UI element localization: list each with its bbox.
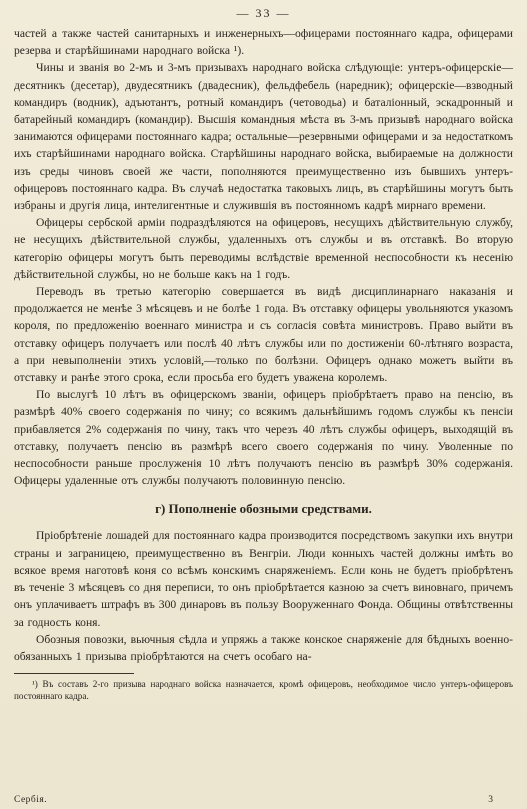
footer-signature: Сербія.: [14, 795, 48, 805]
footer-sheet-number: 3: [488, 795, 493, 805]
paragraph-4: Переводъ въ третью категорію совершается въ видѣ дисциплинарнаго наказанія и продолжается не менѣе 3 мѣсяцевъ и не болѣе 1 года. Въ отставку офицеры увольняются указомъ короля, по предложенію военнаго министра и съ согласія совѣта министровъ. Право выйти въ отставку офицеръ получаетъ или послѣ 40 лѣтъ службы или по достиженіи 60-лѣтняго возраста, а при невыполненіи этихъ условій,—только по болѣзни. Офицеръ однако можетъ выйти въ отставку и ранѣе этого срока, если просьба его будетъ уважена королемъ.: [14, 285, 513, 385]
paragraph-2: Чины и званія во 2-мъ и 3-мъ призывахъ народнаго войска слѣдующіе: унтеръ-офицерскіе—десятникъ (десетар), двудесятникъ (двадесник), фельдфебель (наредник); офицерскіе—взводный командиръ (водник), адъютантъ, ротный командиръ (четоводьа) и баталіонный, эскадронный и батарейный командиръ (командир). Высшія командныя мѣста въ 3-мъ призывѣ народнаго войска занимаются офицерами постояннаго кадра; остальные—резервными офицерами и за недостаткомъ ихъ старѣйшинами народнаго войска. Старѣйшины народнаго войска, выбираемые на должности изъ среды чиновъ своей же части, пополняются преимущественно изъ бывшихъ унтеръ-офицеровъ постояннаго кадра. Въ случаѣ недостатка таковыхъ лицъ, въ старѣйшины могутъ быть избраны и другія лица, интелигентные и служившія въ постоянномъ кадрѣ мирнаго времени.: [14, 61, 513, 213]
footnote-divider: [14, 673, 134, 674]
paragraph-6: Пріобрѣтеніе лошадей для постояннаго кадра производится посредствомъ закупки ихъ внутри страны и заграницею, преимущественно въ Венгріи. Люди конныхъ частей должны имѣть во всякое время наготовѣ коня со всѣмъ конскимъ снаряженіемъ. Если конь не будетъ пріобрѣтенъ въ теченіе 3 мѣсяцевъ со дня переписи, то онъ пріобрѣтается казною за счетъ виновнаго, причемъ онъ уплачиваетъ штрафъ въ 300 динаровъ въ пользу Вооруженнаго Фонда. Общины отвѣтственны за годность коня.: [14, 529, 513, 629]
page-footer: [14, 795, 513, 805]
section-heading: г) Пополненіе обозными средствами.: [155, 501, 372, 517]
body-text-section: [14, 527, 513, 665]
page-number: — 33 —: [236, 6, 291, 20]
paragraph-1: частей а также частей санитарныхъ и инженерныхъ—офицерами постояннаго кадра, офицерами резерва и старѣйшинами народнаго войска ¹).: [14, 27, 513, 58]
footnote: ¹) Въ составъ 2-го призыва народнаго войска назначается, кромѣ офицеровъ, необходимое число унтеръ-офицеровъ постояннаго кадра.: [14, 679, 513, 702]
body-text: [14, 25, 513, 489]
paragraph-7: Обозныя повозки, вьючныя сѣдла и упряжь а также конское снаряженіе для бѣдныхъ военно-обязанныхъ 1 призыва пріобрѣтаются на счетъ особаго на-: [14, 632, 513, 663]
paragraph-3: Офицеры сербской арміи подраздѣляются на офицеровъ, несущихъ дѣйствительную службу, не несущихъ дѣйствительной службы, удаленныхъ отъ службы и въ отставкѣ. Во вторую категорію офицеры могутъ быть переводимы вслѣдствіе временной неспособности къ несенію дѣйствительной службы, но не больше какъ на 1 годъ.: [14, 216, 513, 281]
paragraph-5: По выслугѣ 10 лѣтъ въ офицерскомъ званіи, офицеръ пріобрѣтаетъ право на пенсію, въ размѣрѣ 40% своего содержанія по чину; со всякимъ дальнѣйшимъ годомъ службы къ пенсіи прибавляется 2% содержанія по чину, такъ что черезъ 40 лѣтъ службы офицеръ, выходящій въ отставку, получаетъ пенсію въ размѣрѣ всего своего содержанія по чину. Уволенные по неспособности раньше прослуженія 10 лѣтъ получаютъ пенсію въ размѣрѣ 30% содержанія. Офицеры удаленные отъ службы получаютъ половинную пенсію.: [14, 388, 513, 488]
